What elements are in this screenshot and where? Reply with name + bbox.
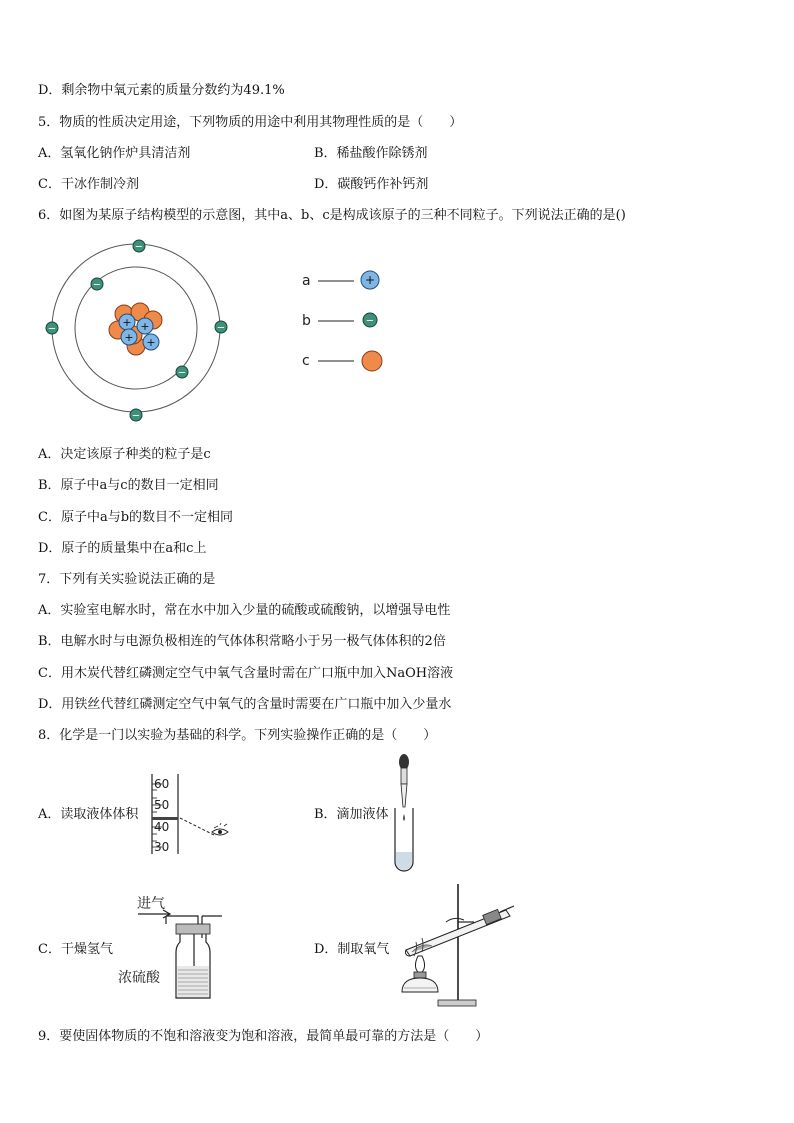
q7-stem: 7．下列有关实验说法正确的是: [38, 572, 216, 587]
q5-option-c: C．干冰作制冷剂: [38, 177, 139, 192]
neutron-icon: [362, 351, 382, 371]
q5-option-a: A．氢氧化钠作炉具清洁剂: [38, 146, 191, 161]
gas-in-label: 进气: [137, 896, 165, 912]
graduated-cylinder-figure: [148, 772, 238, 858]
svg-text:−: −: [131, 410, 141, 422]
q5-option-b: B．稀盐酸作除锈剂: [314, 146, 428, 161]
q6-option-b: B．原子中a与c的数目一定相同: [38, 478, 219, 493]
q6-option-a: A．决定该原子种类的粒子是c: [38, 447, 211, 462]
q9-stem: 9．要使固体物质的不饱和溶液变为饱和溶液，最简单最可靠的方法是（ ）: [38, 1029, 489, 1044]
svg-text:−: −: [216, 322, 226, 334]
q6-option-c: C．原子中a与b的数目不一定相同: [38, 510, 234, 525]
q8-option-a: A．读取液体体积: [38, 807, 139, 822]
q7-option-d: D．用铁丝代替红磷测定空气中氧气的含量时需要在广口瓶中加入少量水: [38, 697, 452, 712]
nucleus: [109, 303, 162, 355]
svg-text:−: −: [92, 279, 102, 291]
q7-option-c: C．用木炭代替红磷测定空气中氧气含量时需在广口瓶中加入NaOH溶液: [38, 666, 454, 681]
particle-legend: [298, 265, 398, 375]
svg-text:+: +: [122, 316, 132, 329]
legend-b-label: b: [302, 313, 311, 329]
q4-option-d: D．剩余物中氧元素的质量分数约为49.1%: [38, 83, 285, 98]
q7-option-a: A．实验室电解水时，常在水中加入少量的硫酸或硫酸钠，以增强导电性: [38, 603, 451, 618]
q8-stem: 8．化学是一门以实验为基础的科学。下列实验操作正确的是（ ）: [38, 728, 437, 743]
cylinder-tick-40: 40: [154, 820, 170, 834]
q5-option-d: D．碳酸钙作补钙剂: [314, 177, 429, 192]
svg-text:−: −: [177, 367, 187, 379]
svg-text:+: +: [124, 331, 134, 344]
svg-text:+: +: [140, 320, 150, 333]
q8-option-b: B．滴加液体: [314, 807, 389, 822]
gas-washing-bottle-figure: [110, 890, 240, 1005]
legend-c-label: c: [302, 353, 310, 369]
svg-text:−: −: [134, 241, 144, 253]
dropper-test-tube-figure: [386, 752, 426, 872]
svg-text:−: −: [47, 323, 57, 335]
q8-option-d: D．制取氧气: [314, 942, 390, 957]
q6-stem: 6．如图为某原子结构模型的示意图，其中a、b、c是构成该原子的三种不同粒子。下列说法正确的是(): [38, 208, 626, 223]
q8-option-c: C．干燥氢气: [38, 942, 113, 957]
q5-stem: 5．物质的性质决定用途，下列物质的用途中利用其物理性质的是（ ）: [38, 115, 463, 130]
cylinder-tick-50: 50: [154, 798, 170, 812]
oxygen-preparation-figure: [388, 882, 518, 1012]
legend-a-label: a: [302, 273, 311, 289]
svg-text:+: +: [364, 273, 376, 287]
q7-option-b: B．电解水时与电源负极相连的气体体积常略小于另一极气体体积的2倍: [38, 634, 446, 649]
q6-option-d: D．原子的质量集中在a和c上: [38, 541, 207, 556]
svg-text:+: +: [146, 336, 156, 349]
acid-label: 浓硫酸: [118, 970, 160, 986]
cylinder-tick-60: 60: [154, 777, 170, 791]
atom-structure-diagram: [40, 238, 250, 428]
svg-text:−: −: [365, 315, 375, 327]
cylinder-tick-30: 30: [154, 840, 170, 854]
